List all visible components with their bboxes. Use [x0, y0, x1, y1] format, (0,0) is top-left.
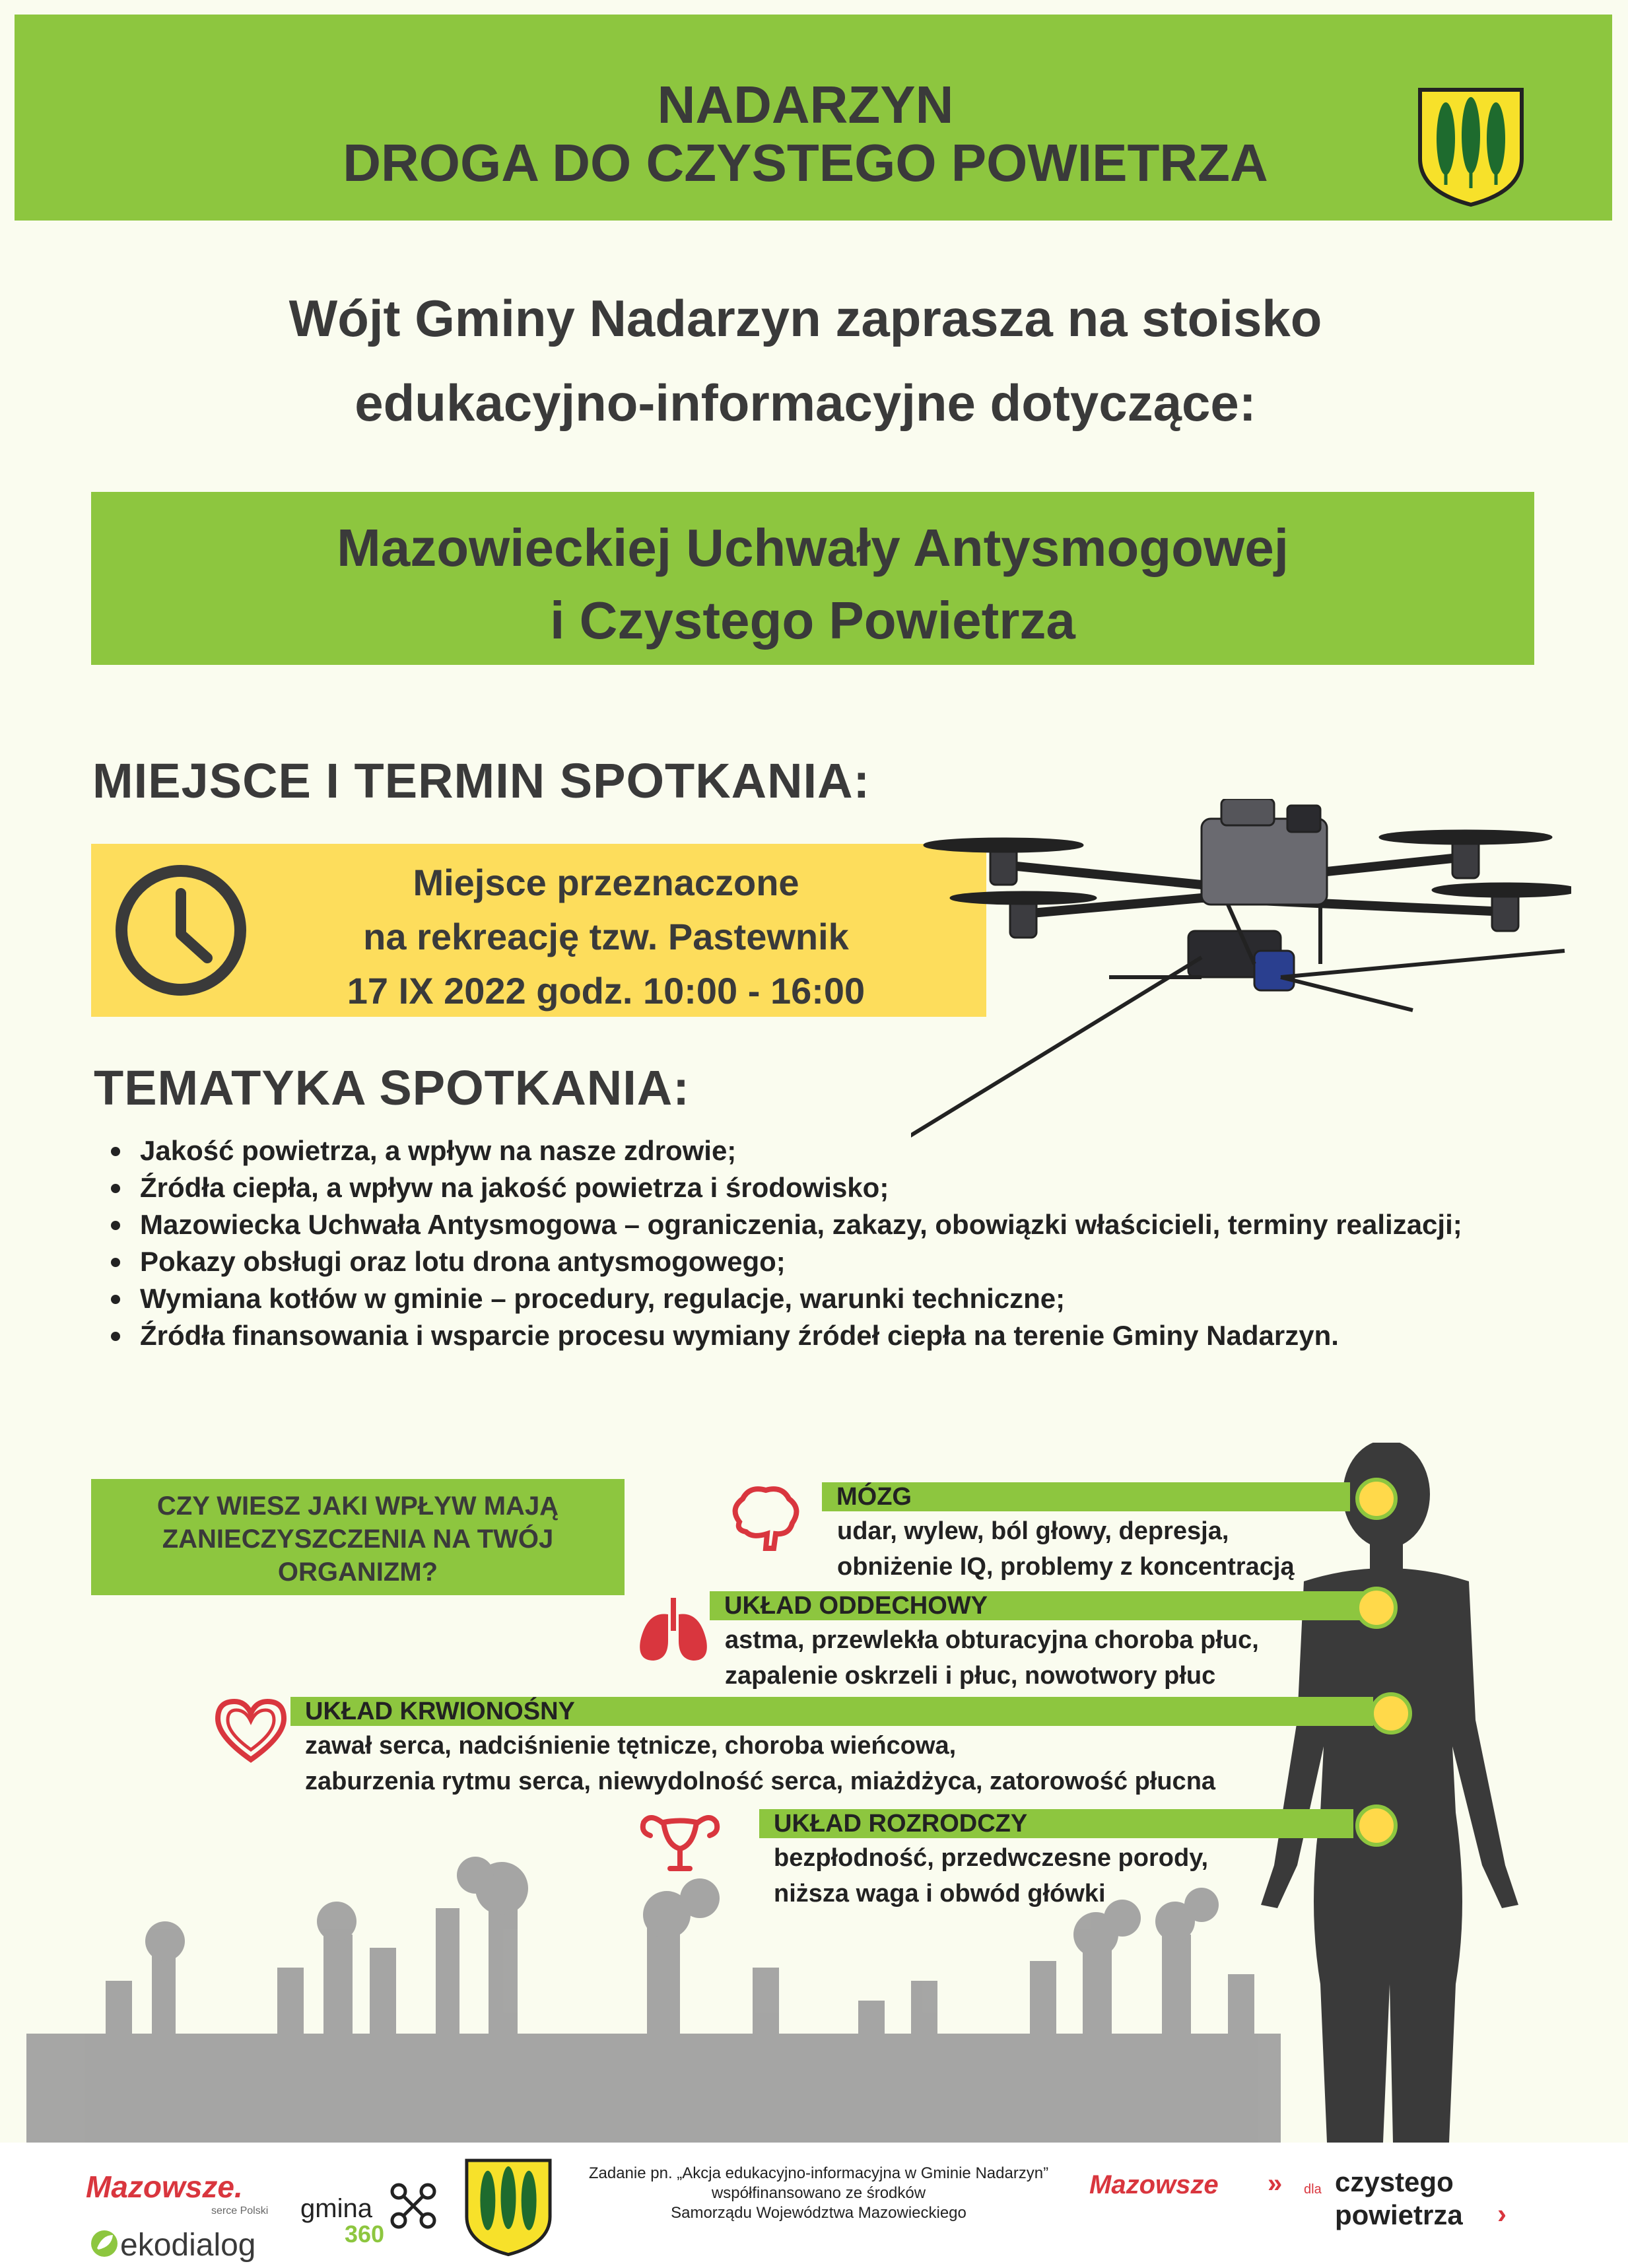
list-item: Jakość powietrza, a wpływ na nasze zdrowie;	[111, 1132, 1462, 1169]
organ-desc-line: obniżenie IQ, problemy z koncentracją	[837, 1553, 1295, 1581]
funding-line: Zadanie pn. „Akcja edukacyjno-informacyjna w Gminie Nadarzyn”	[588, 2164, 1049, 2182]
organ-dot-circulatory	[1370, 1692, 1412, 1735]
question-line-1: CZY WIESZ JAKI WPŁYW MAJĄ	[156, 1492, 559, 1521]
funding-note	[568, 2164, 1069, 2223]
organ-desc-line: niższa waga i obwód główki	[774, 1880, 1106, 1907]
topics-list	[111, 1132, 1462, 1354]
coat-of-arms-footer-icon	[463, 2156, 553, 2258]
list-item: Wymiana kotłów w gminie – procedury, regulacje, warunki techniczne;	[111, 1280, 1462, 1317]
intro-text	[66, 276, 1545, 445]
intro-line-2: edukacyjno-informacyjne dotyczące:	[355, 374, 1256, 432]
question-text	[91, 1490, 625, 1589]
organ-desc-brain	[837, 1513, 1295, 1585]
organ-desc-respiratory	[725, 1622, 1259, 1694]
organ-dot-reproductive	[1355, 1804, 1398, 1847]
organ-desc-reproductive	[774, 1840, 1208, 1911]
organ-desc-line: zaburzenia rytmu serca, niewydolność serca, miażdżyca, zatorowość płucna	[305, 1768, 1216, 1795]
meeting-line-3: 17 IX 2022 godz. 10:00 - 16:00	[347, 970, 865, 1012]
chevron-icon: »	[1268, 2169, 1283, 2198]
human-silhouette-image	[1258, 1443, 1522, 2143]
question-line-3: ORGANIZM?	[277, 1558, 438, 1587]
topic-line-2: i Czystego Powietrza	[550, 591, 1075, 650]
organ-bar-brain	[822, 1482, 1350, 1511]
drone-icon	[390, 2182, 437, 2230]
organ-title-circulatory: UKŁAD KRWIONOŚNY	[305, 1698, 575, 1725]
leaf-icon	[89, 2228, 119, 2259]
question-line-2: ZANIECZYSZCZENIA NA TWÓJ	[162, 1525, 554, 1554]
logo-gmina-number: 360	[345, 2220, 385, 2248]
organ-desc-line: udar, wylew, ból głowy, depresja,	[837, 1517, 1229, 1545]
topic-line-1: Mazowieckiej Uchwały Antysmogowej	[337, 518, 1289, 577]
meeting-line-2: na rekreację tzw. Pastewnik	[363, 916, 849, 957]
list-item: Źródła ciepła, a wpływ na jakość powietrza i środowisko;	[111, 1169, 1462, 1206]
title-line-1: NADARZYN	[657, 75, 954, 134]
lungs-icon	[634, 1595, 713, 1667]
logo-czystego: czystego	[1335, 2166, 1454, 2197]
logo-gmina: gmina	[300, 2194, 372, 2223]
organ-desc-line: zapalenie oskrzeli i płuc, nowotwory płuc	[725, 1662, 1216, 1690]
topics-heading: TEMATYKA SPOTKANIA:	[94, 1060, 690, 1115]
logo-mazowsze: Mazowsze.	[86, 2170, 243, 2204]
footer	[0, 2143, 1628, 2268]
logo-dla: dla	[1304, 2182, 1322, 2197]
organ-desc-line: astma, przewlekła obturacyjna choroba płuc,	[725, 1626, 1259, 1654]
list-item: Pokazy obsługi oraz lotu drona antysmogowego;	[111, 1243, 1462, 1280]
intro-line-1: Wójt Gminy Nadarzyn zaprasza na stoisko	[288, 289, 1322, 347]
clock-icon	[111, 860, 251, 1000]
brain-icon	[726, 1482, 805, 1555]
meeting-heading: MIEJSCE I TERMIN SPOTKANIA:	[92, 753, 871, 808]
organ-title-reproductive: UKŁAD ROZRODCZY	[774, 1810, 1028, 1838]
organ-desc-line: bezpłodność, przedwczesne porody,	[774, 1844, 1209, 1872]
list-item: Źródła finansowania i wsparcie procesu wymiany źródeł ciepła na terenie Gminy Nadarzyn.	[111, 1317, 1462, 1354]
logo-mazowsze-subtitle: serce Polski	[211, 2205, 269, 2216]
list-item: Mazowiecka Uchwała Antysmogowa – ograniczenia, zakazy, obowiązki właścicieli, terminy realizacji;	[111, 1206, 1462, 1243]
reproductive-icon	[634, 1803, 726, 1875]
organ-desc-circulatory	[305, 1728, 1215, 1799]
topic-text	[91, 512, 1534, 657]
funding-line: współfinansowano ze środków	[711, 2184, 926, 2202]
question-banner	[91, 1479, 625, 1595]
heart-icon	[211, 1694, 290, 1766]
organ-dot-brain	[1355, 1478, 1398, 1520]
chevron-right-icon: ›	[1497, 2198, 1507, 2229]
topic-banner	[91, 492, 1534, 665]
organ-bar-reproductive	[759, 1809, 1353, 1838]
meeting-details	[256, 856, 956, 1018]
organ-dot-respiratory	[1355, 1587, 1398, 1629]
funding-line: Samorządu Województwa Mazowieckiego	[671, 2204, 967, 2222]
organ-title-respiratory: UKŁAD ODDECHOWY	[724, 1592, 988, 1620]
logo-mazowsze-right: Mazowsze	[1089, 2170, 1219, 2199]
logo-ekodialog: ekodialog	[120, 2228, 256, 2263]
organ-title-brain: MÓZG	[836, 1483, 912, 1511]
coat-of-arms-icon	[1416, 86, 1526, 207]
organ-desc-line: zawał serca, nadciśnienie tętnicze, choroba wieńcowa,	[305, 1732, 957, 1760]
page-title	[0, 76, 1611, 192]
organ-bar-respiratory	[710, 1591, 1363, 1620]
organ-bar-circulatory	[290, 1697, 1373, 1726]
title-line-2: DROGA DO CZYSTEGO POWIETRZA	[343, 133, 1268, 192]
meeting-line-1: Miejsce przeznaczone	[413, 862, 799, 903]
drone-image	[911, 799, 1571, 1169]
meeting-box	[91, 844, 986, 1017]
logo-powietrza: powietrza	[1335, 2199, 1463, 2230]
